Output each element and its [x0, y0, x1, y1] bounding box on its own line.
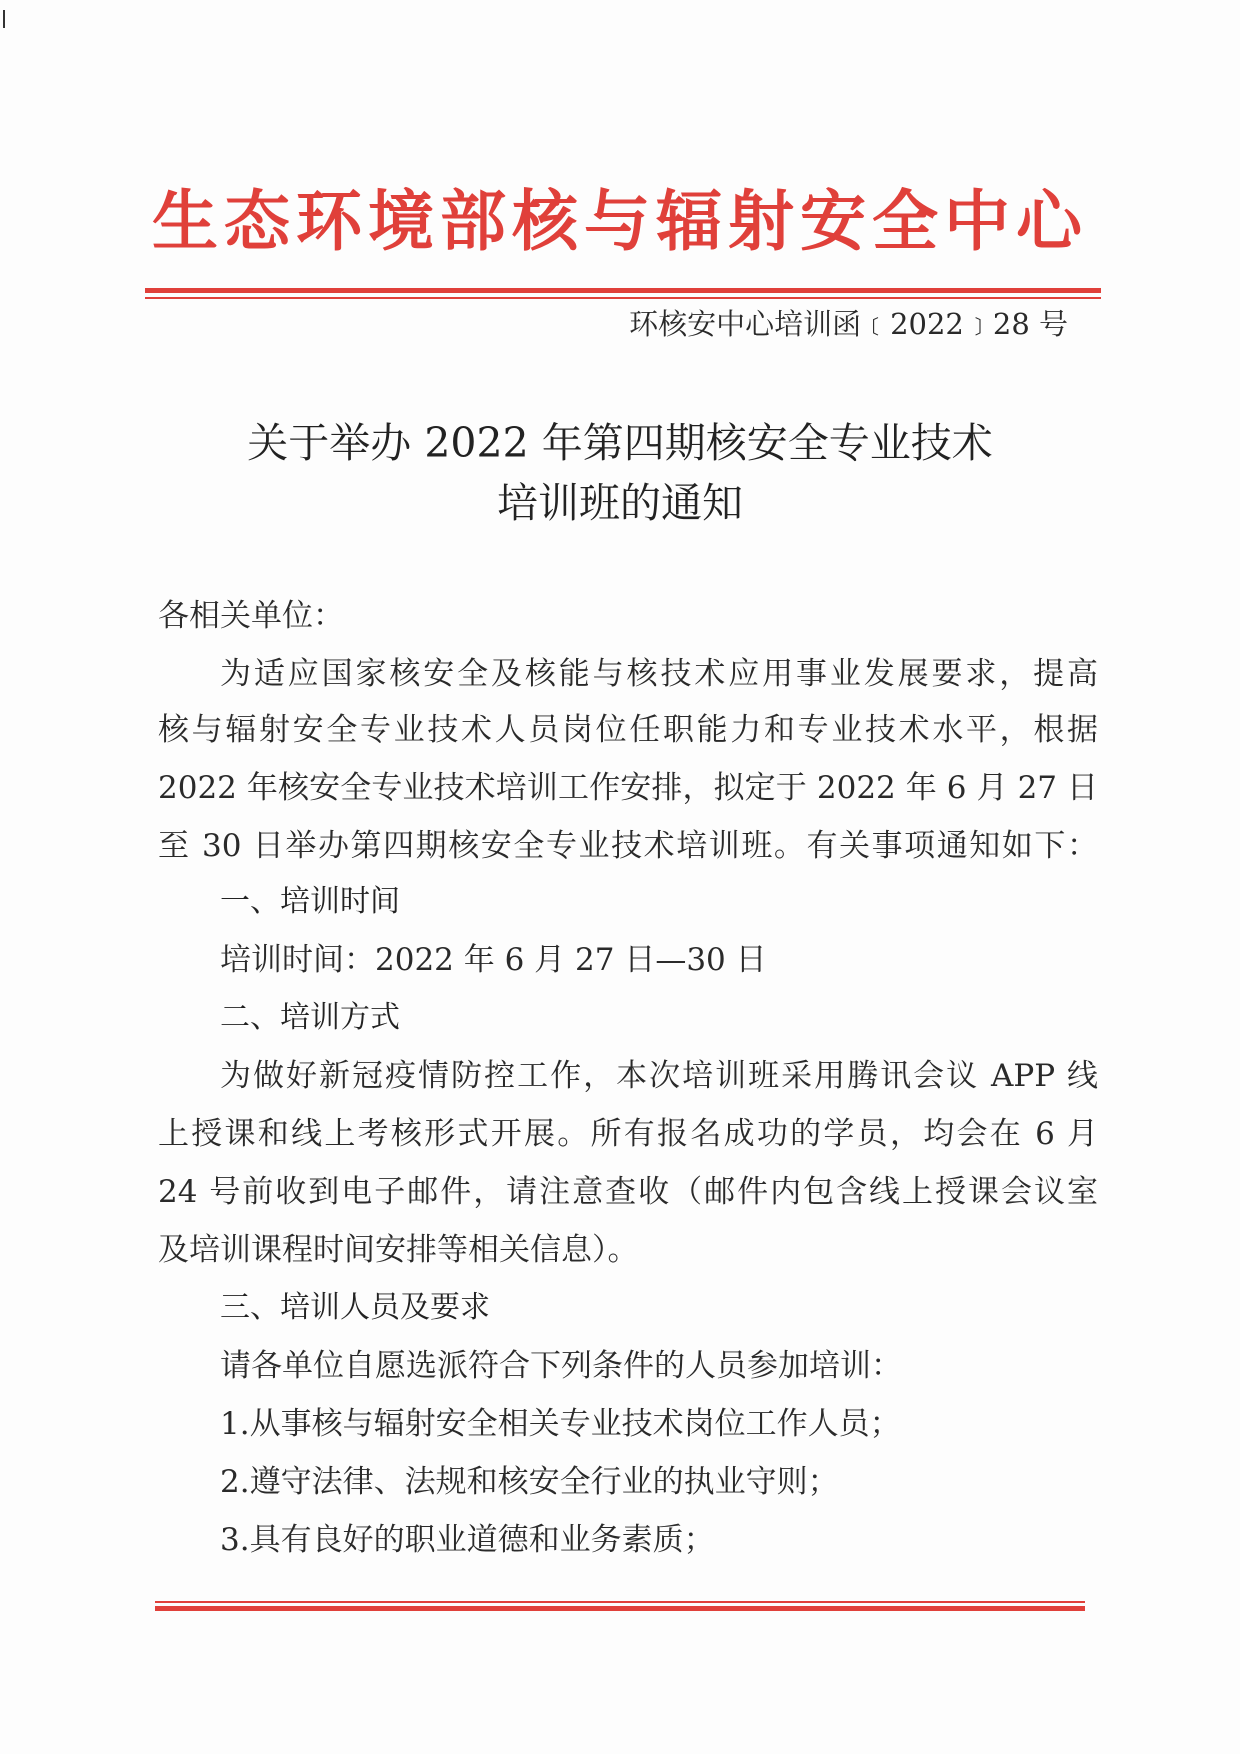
letterhead-rule-thick [145, 288, 1101, 293]
section-3-item-1: 1.从事核与辐射安全相关专业技术岗位工作人员； [220, 1406, 901, 1442]
document-title-line-1: 关于举办 2022 年第四期核安全专业技术 [247, 419, 993, 467]
section-3-heading: 三、培训人员及要求 [220, 1290, 490, 1325]
section-2-line-1: 为做好新冠疫情防控工作，本次培训班采用腾讯会议 APP 线 [220, 1058, 1098, 1094]
intro-line-3: 2022 年核安全专业技术培训工作安排，拟定于 2022 年 6 月 27 日 [158, 770, 1098, 806]
section-3-intro: 请各单位自愿选派符合下列条件的人员参加培训： [220, 1348, 902, 1384]
section-3-item-3: 3.具有良好的职业道德和业务素质； [220, 1522, 715, 1558]
scan-corner-mark [3, 10, 5, 28]
section-2-line-4: 及培训课程时间安排等相关信息）。 [158, 1232, 639, 1268]
intro-line-1: 为适应国家核安全及核能与核技术应用事业发展要求，提高 [220, 656, 1098, 692]
section-2-line-2: 上授课和线上考核形式开展。所有报名成功的学员，均会在 6 月 [158, 1116, 1098, 1152]
document-number: 环核安中心培训函﹝2022﹞28 号 [629, 307, 1068, 341]
section-2-line-3: 24 号前收到电子邮件，请注意查收（邮件内包含线上授课会议室 [158, 1174, 1098, 1210]
footer-rule-thin [155, 1601, 1085, 1603]
letterhead-rule-thin [145, 297, 1101, 299]
section-1-heading: 一、培训时间 [220, 884, 400, 919]
intro-line-2: 核与辐射安全专业技术人员岗位任职能力和专业技术水平，根据 [158, 712, 1098, 748]
intro-line-4: 至 30 日举办第四期核安全专业技术培训班。有关事项通知如下： [158, 828, 1098, 864]
footer-rule-thick [155, 1606, 1085, 1611]
section-1-text: 培训时间：2022 年 6 月 27 日—30 日 [220, 942, 767, 978]
letterhead-org-name: 生态环境部核与辐射安全中心 [152, 183, 1088, 260]
salutation: 各相关单位： [158, 598, 344, 634]
section-3-item-2: 2.遵守法律、法规和核安全行业的执业守则； [220, 1464, 839, 1500]
document-title-line-2: 培训班的通知 [497, 479, 743, 527]
section-2-heading: 二、培训方式 [220, 1000, 400, 1035]
